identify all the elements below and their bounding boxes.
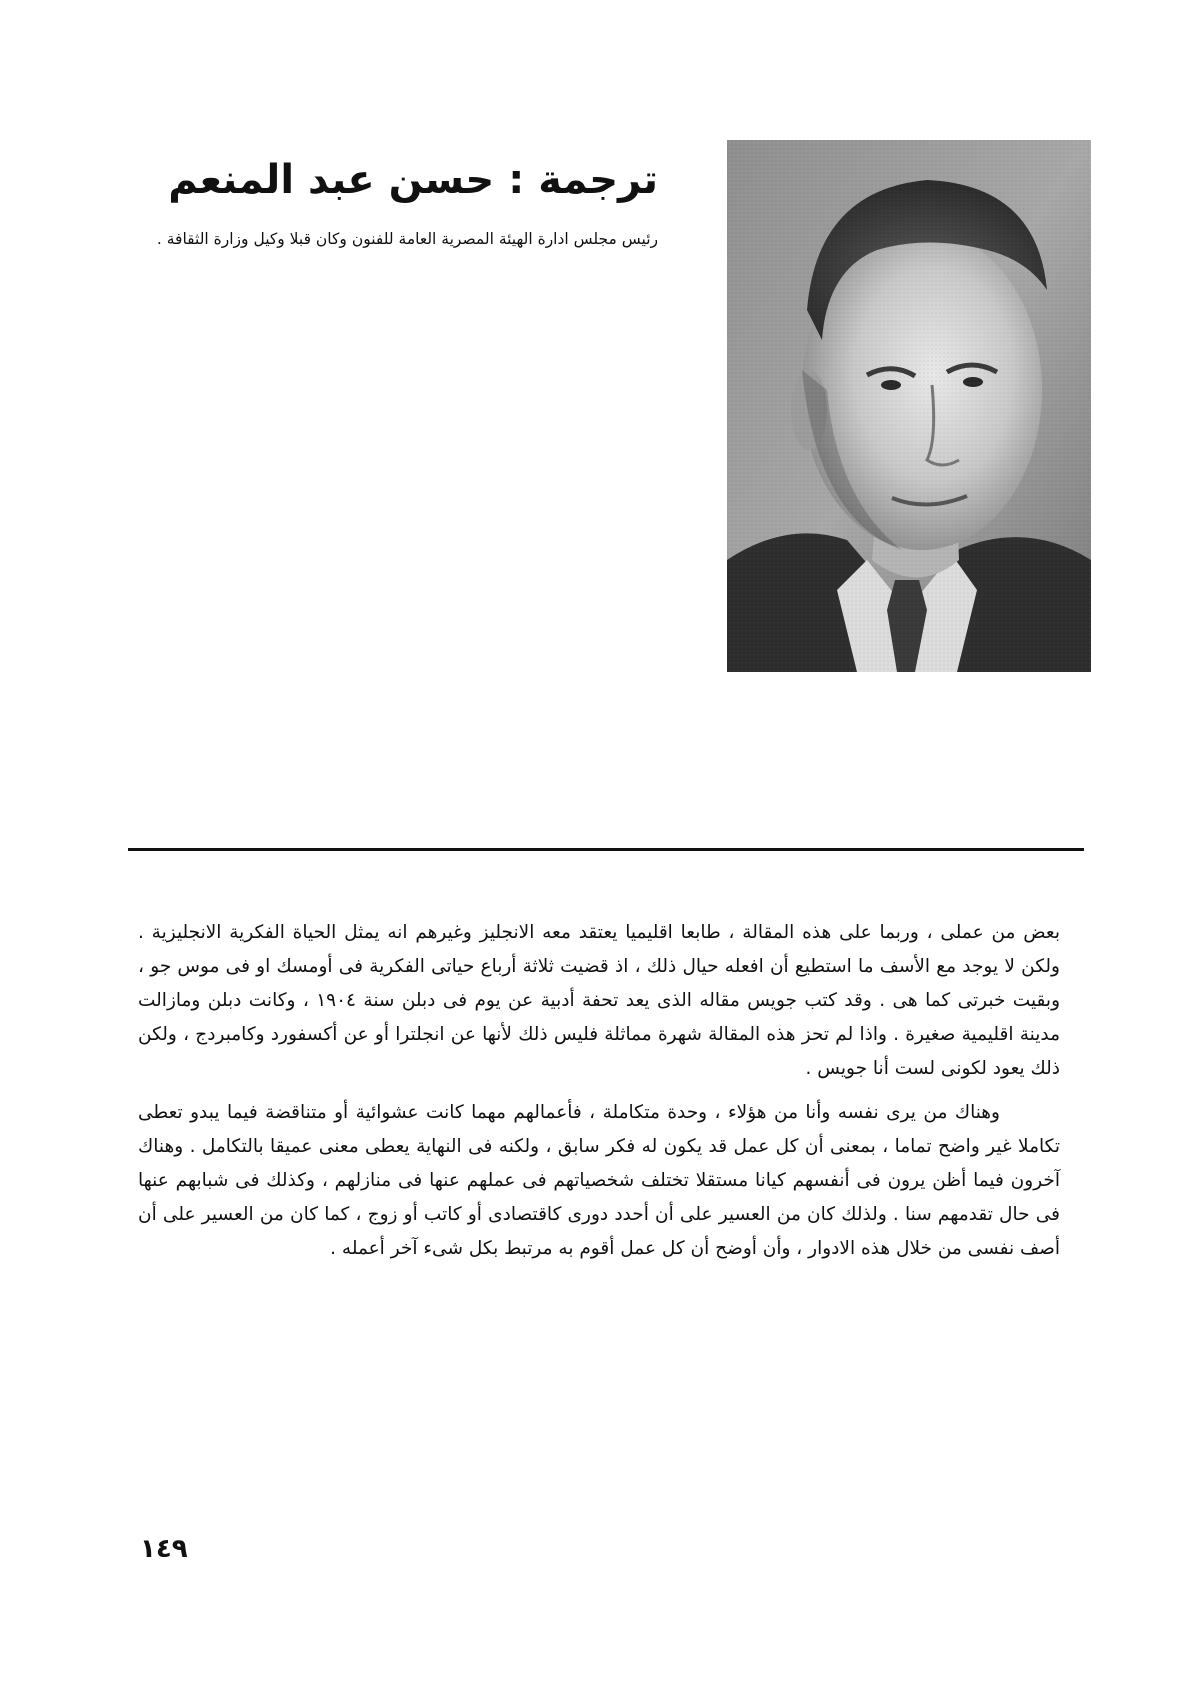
article-paragraph-2: وهناك من يرى نفسه وأنا من هؤلاء ، وحدة متكاملة ، فأعمالهم مهما كانت عشوائية أو متناقضة فيما يبدو تعطى تكاملا غير واضح تماما ، بمعنى أن كل عمل قد يكون له فكر سابق ، ولكنه فى النهاية يعطى معنى عميقا بالتكامل . وهناك آخرون فيما أظن يرون فى أنفسهم كيانا مستقلا تختلف شخصياتهم فى عملهم عنها فى منازلهم ، وكذلك فى شبابهم عنها فى حال تقدمهم سنا . ولذلك كان من العسير على أن أحدد دورى كاقتصادى أو كاتب أو زوج ، كما كان من العسير على أن أصف نفسى من خلال هذه الادوار ، وأن أوضح أن كل عمل أقوم به مرتبط بكل شىء آخر أعمله . [138, 1102, 1060, 1259]
translator-label: ترجمة [538, 157, 658, 203]
separator: : [508, 157, 525, 203]
translator-credit [140, 150, 658, 210]
article-paragraph-1: بعض من عملى ، وربما على هذه المقالة ، طابعا اقليميا يعتقد معه الانجليز وغيرهم انه يمثل الحياة الفكرية الانجليزية . ولكن لا يوجد مع الأسف ما استطيع أن افعله حيال ذلك ، اذ قضيت ثلاثة أرباع حياتى الفكرية فى أومسك او فى موس جو ، وبقيت خبرتى كما هى . وقد كتب جويس مقاله الذى يعد تحفة أدبية عن يوم فى دبلن سنة ١٩٠٤ ، وكانت دبلن ومازالت مدينة اقليمية صغيرة . واذا لم تحز هذه المقالة شهرة مماثلة فليس ذلك لأنها عن انجلترا أو عن أكسفورد وكامبردج ، ولكن ذلك يعود لكونى لست أنا جويس . [138, 922, 1060, 1079]
page-number: ١٤٩ [140, 1534, 188, 1564]
section-divider [128, 848, 1084, 851]
translator-bio: رئيس مجلس ادارة الهيئة المصرية العامة للفنون وكان قبلا وكيل وزارة الثقافة . [156, 230, 658, 248]
translator-header [140, 150, 658, 254]
portrait-photo [727, 140, 1091, 672]
portrait-photo-icon [727, 140, 1091, 672]
translator-name: حسن عبد المنعم [168, 157, 495, 203]
article-body [138, 916, 1060, 1266]
